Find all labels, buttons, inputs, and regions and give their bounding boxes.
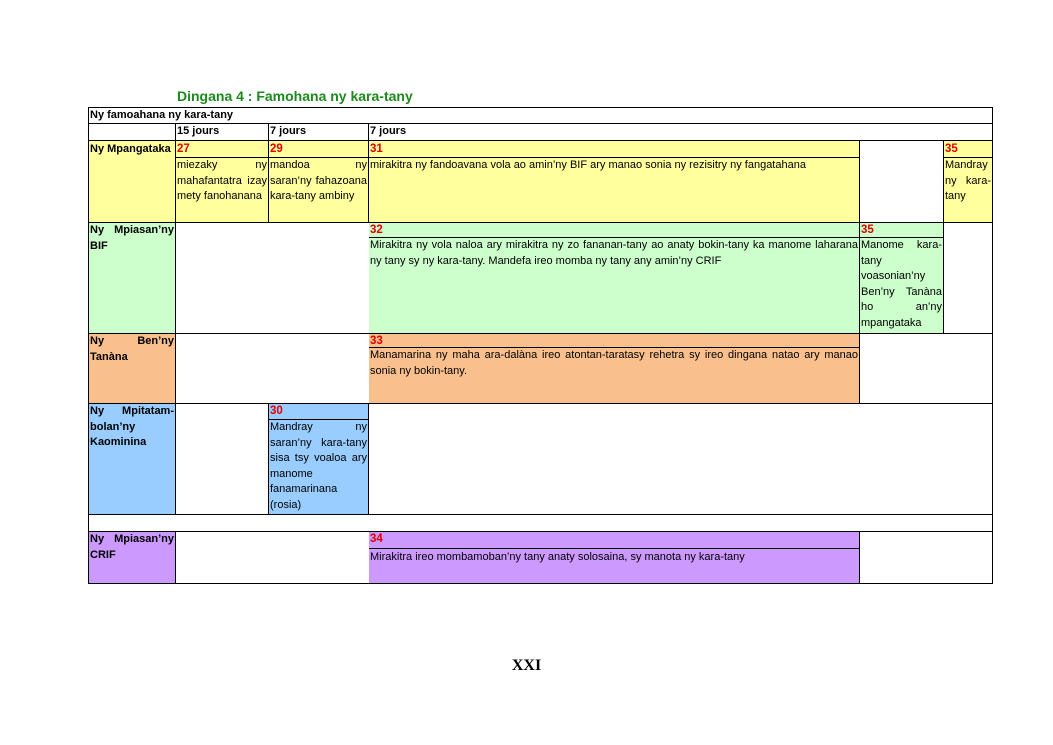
col-divider-right-crif: [859, 531, 860, 583]
step-text-27: miezaky ny mahafantatra izay mety fanohanana: [177, 159, 267, 203]
row-label-crif: Ny Mpiasan’ny CRIF: [90, 533, 174, 561]
duration-7-jours-a: 7 jours: [270, 125, 307, 137]
step-number-33: 33: [370, 335, 383, 347]
col-divider-label-crif: [175, 531, 176, 583]
duration-15-jours: 15 jours: [177, 125, 220, 137]
step-number-35-mpangataka: 35: [945, 143, 958, 155]
step-text-33: Manamarina ny maha ara-dalàna ireo atontan-taratasy rehetra sy ireo dingana natao ary manao sonia ny bokin-tany.: [370, 349, 858, 377]
row-label-kaominina: Ny Mpitatam-bolan’ny Kaominina: [90, 405, 174, 449]
row-divider-3: [88, 403, 993, 404]
step-text-29: mandoa ny saran’ny fahazoana kara-tany ambiny: [270, 159, 367, 203]
step-number-30: 30: [270, 405, 283, 417]
table-right-border: [992, 107, 993, 584]
row-label-mpangataka: Ny Mpangataka: [90, 143, 171, 155]
step-text-32: Mirakitra ny vola naloa ary mirakitra ny zo fananan-tany ao anaty bokin-tany ka manome laharana ny tany sy ny kara-tany. Mandefa ireo momba ny tany any amin’ny CRIF: [370, 239, 858, 267]
step-number-31: 31: [370, 143, 383, 155]
row-label-bif: Ny Mpiasan’ny BIF: [90, 224, 174, 252]
table-bottom-border: [88, 583, 993, 584]
step-text-35-bif: Manome kara-tany voasonian’ny Ben’ny Tanàna ho an’ny mpangataka: [861, 239, 942, 329]
table-header: Ny famoahana ny kara-tany: [90, 109, 234, 121]
step-number-35-bif: 35: [861, 224, 874, 236]
row-label-bentanana: Ny Ben’ny Tanàna: [90, 335, 174, 363]
duration-divider: [88, 140, 993, 141]
step-text-34: Mirakitra ireo mombamoban’ny tany anaty solosaina, sy manota ny kara-tany: [370, 551, 745, 563]
step-number-34: 34: [370, 533, 383, 545]
step-text-31: mirakitra ny fandoavana vola ao amin’ny BIF ary manao sonia ny rezisitry ny fangatahana: [370, 159, 806, 171]
step-text-35-mpangataka: Mandray ny kara-tany: [945, 159, 991, 203]
step-number-27: 27: [177, 143, 190, 155]
page-number: XXI: [511, 657, 542, 674]
crif-number-divider: [369, 548, 859, 549]
row-divider-4: [88, 514, 993, 515]
step-number-29: 29: [270, 143, 283, 155]
duration-7-jours-b: 7 jours: [370, 125, 407, 137]
step-number-32: 32: [370, 224, 383, 236]
section-title: Dingana 4 : Famohana ny kara-tany: [177, 88, 413, 104]
col-divider-kaominina-right: [368, 403, 369, 514]
step-text-30: Mandray ny saran’ny kara-tany sisa tsy voaloa ary manome fanamarinana (rosia): [270, 421, 367, 511]
